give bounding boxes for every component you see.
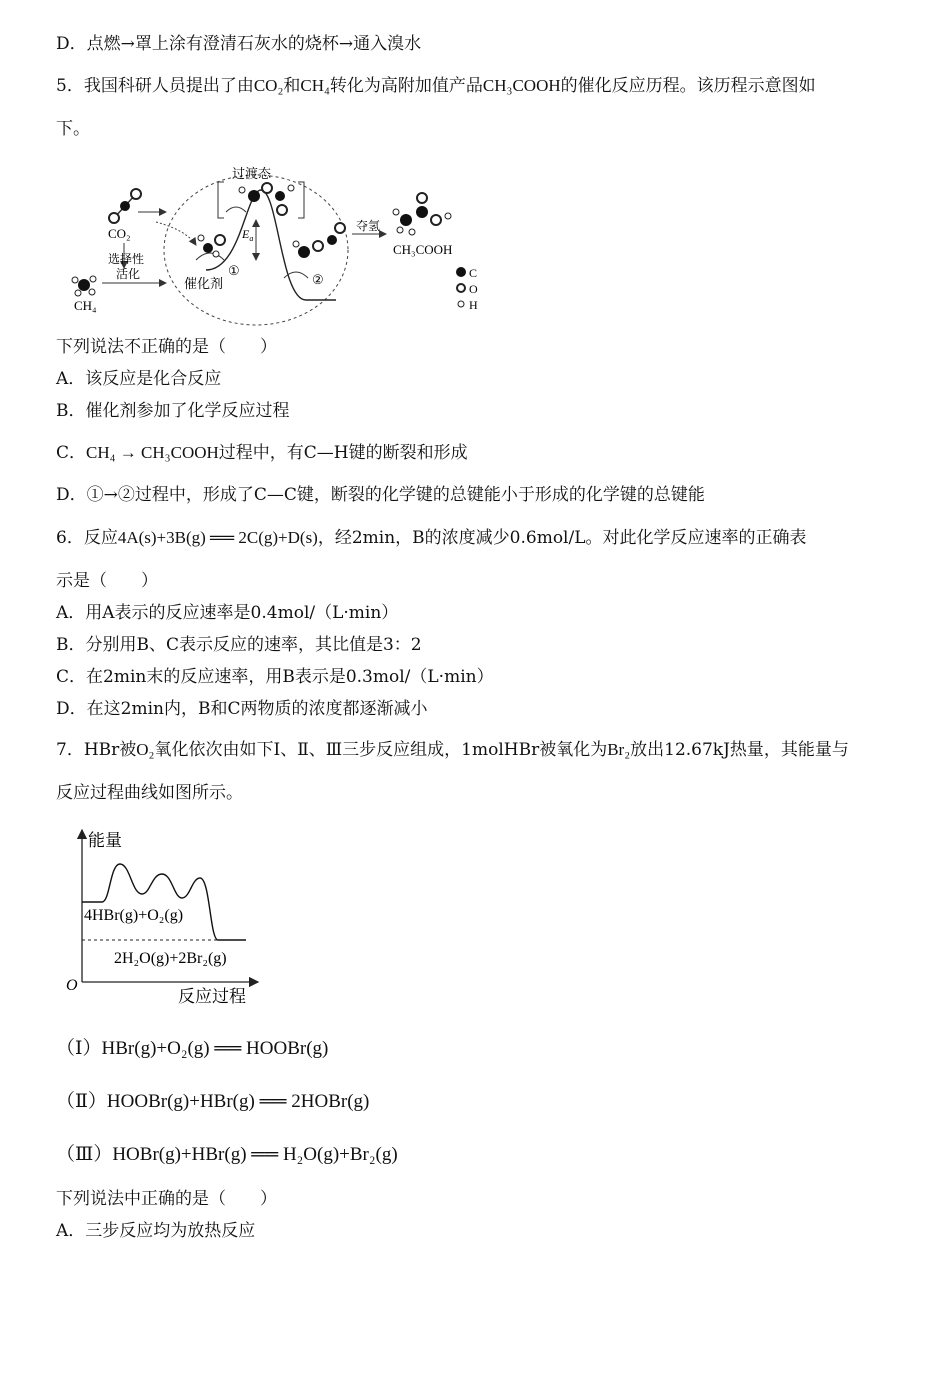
- q6-stem-b: ，经2min，B的浓度减少0.6mol/L。对此化学反应速率的正确表: [317, 528, 807, 548]
- q5-option-c-suffix: 过程中，有C—H键的断裂和形成: [218, 443, 468, 463]
- q5-stem: [56, 75, 816, 97]
- q7-stem-continued: 反应过程曲线如图所示。: [56, 783, 243, 803]
- fig5-co2-label: CO₂: [108, 226, 131, 241]
- q6-option-c: C．在2min末的反应速率，用B表示是0.3mol/（L·min）: [56, 667, 494, 687]
- q7-stem-b: 氧化依次由如下Ⅰ、Ⅱ、Ⅲ三步反应组成，1molHBr被氧化为: [154, 740, 608, 760]
- q6-stem-continued: 示是（ ）: [56, 571, 158, 591]
- q7-reaction-2: [56, 1091, 369, 1113]
- q7-question: 下列说法中正确的是（ ）: [56, 1189, 277, 1209]
- q4-option-d: D．点燃→罩上涂有澄清石灰水的烧杯→通入溴水: [56, 34, 422, 54]
- q7-reaction-1-equation: HBr(g)+O₂(g) ══ HOOBr(g): [101, 1038, 329, 1059]
- q5-ch4: CH₄: [300, 76, 330, 95]
- q7-stem-c: 放出12.67kJ热量，其能量与: [630, 740, 849, 760]
- q5-stem-a: 5．我国科研人员提出了由: [56, 76, 254, 96]
- q5-option-d: D．①→②过程中，形成了C—C键，断裂的化学键的总键能小于形成的化学键的总键能: [56, 485, 705, 505]
- q7-reaction-3-equation: HOBr(g)+HBr(g) ══ H₂O(g)+Br₂(g): [112, 1144, 398, 1165]
- q6-stem: [56, 527, 807, 549]
- q7-reaction-2-label: （Ⅱ）: [56, 1091, 107, 1112]
- fig5-ch4-label: CH₄: [74, 298, 97, 313]
- fig5-ea-label: $E_a$: [242, 227, 254, 243]
- q7-reaction-3: [56, 1144, 398, 1166]
- q7-br2: Br₂: [607, 740, 631, 759]
- q5-option-c: [56, 442, 468, 464]
- y-axis-label: 能量: [88, 831, 122, 850]
- q6-option-b: B．分别用B、C表示反应的速率，其比值是3：2: [56, 635, 422, 655]
- q7-stem: [56, 739, 849, 761]
- q6-equation: 4A(s)+3B(g) ══ 2C(g)+D(s): [117, 528, 318, 547]
- reactants-label: 4HBr(g)+O₂(g): [84, 907, 184, 924]
- q5-co2: CO₂: [253, 76, 284, 95]
- fig5-step1-label: ①: [228, 263, 240, 278]
- q7-energy-diagram: [58, 820, 268, 1015]
- products-label: 2H₂O(g)+2Br₂(g): [114, 950, 227, 967]
- q5-stem-and: 和: [283, 76, 301, 96]
- q6-option-a: A．用A表示的反应速率是0.4mol/（L·min）: [56, 603, 399, 623]
- fig5-transition-label: 过渡态: [232, 166, 272, 181]
- legend-carbon-marker: [456, 267, 466, 277]
- fig5-activation-label: 活化: [116, 267, 141, 281]
- q5-question: 下列说法不正确的是（ ）: [56, 337, 277, 357]
- q5-option-a: A．该反应是化合反应: [56, 369, 222, 389]
- q7-option-a: A．三步反应均为放热反应: [56, 1221, 256, 1241]
- q7-reaction-3-label: （Ⅲ）: [56, 1144, 113, 1165]
- x-axis-label: 反应过程: [178, 987, 246, 1006]
- q5-product: CH₃COOH: [482, 76, 561, 95]
- q5-reaction-mechanism-figure: [56, 150, 496, 330]
- q7-stem-a: 7．HBr被: [56, 740, 137, 760]
- legend-o-label: O: [469, 282, 478, 296]
- fig5-step2-label: ②: [312, 272, 324, 287]
- fig5-product-label: CH₃COOH: [393, 242, 453, 257]
- legend-hydrogen-marker: [458, 301, 464, 307]
- fig5-catalyst-label: 催化剂: [184, 276, 224, 291]
- q7-reaction-1: [56, 1038, 328, 1060]
- q5-option-b: B．催化剂参加了化学反应过程: [56, 401, 290, 421]
- legend-c-label: C: [469, 266, 478, 280]
- origin-label: O: [66, 977, 78, 994]
- q7-reaction-2-equation: HOOBr(g)+HBr(g) ══ 2HOBr(g): [106, 1091, 370, 1112]
- legend-h-label: H: [469, 298, 478, 312]
- q7-reaction-1-label: （Ⅰ）: [56, 1038, 102, 1059]
- energy-profile-curve: [82, 864, 246, 940]
- q5-stem-b: 转化为高附加值产品: [329, 76, 483, 96]
- q5-stem-c: 的催化反应历程。该历程示意图如: [560, 76, 816, 96]
- fig5-dehydro-label: 夺氢: [356, 219, 381, 233]
- q6-stem-a: 6．反应: [56, 528, 118, 548]
- q6-option-d: D．在这2min内，B和C两物质的浓度都逐渐减小: [56, 699, 428, 719]
- q5-option-c-prefix: C．: [56, 443, 87, 463]
- q5-stem-continued: 下。: [56, 119, 90, 139]
- q5-option-c-equation: CH₄ → CH₃COOH: [86, 443, 219, 462]
- fig5-selective-label: 选择性: [108, 252, 145, 266]
- q7-o2: O₂: [136, 740, 155, 759]
- legend-oxygen-marker: [457, 284, 465, 292]
